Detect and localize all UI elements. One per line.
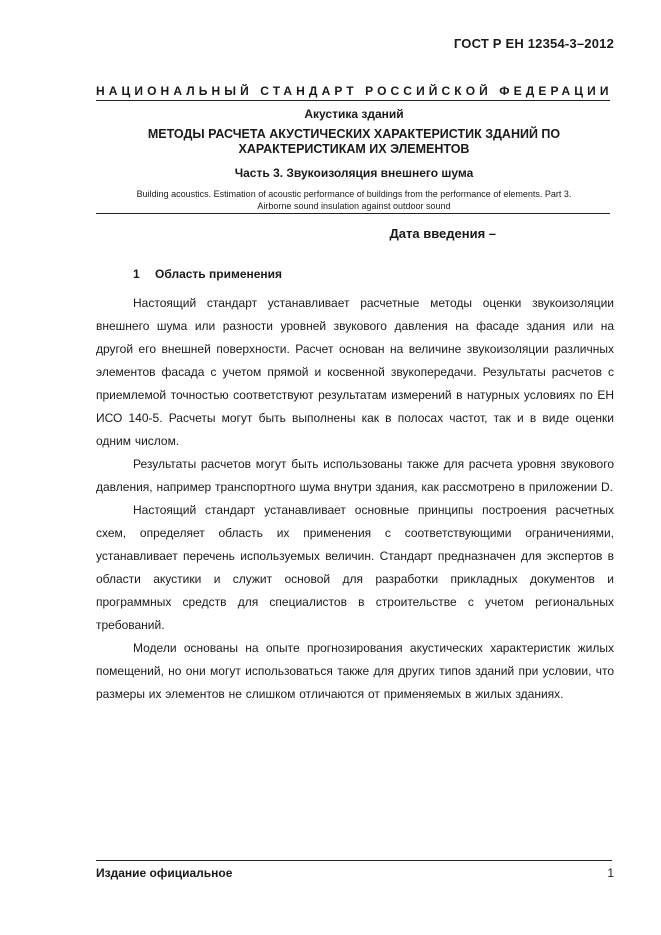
paragraph-2: Результаты расчетов могут быть использованы также для расчета уровня звукового давления, например транспортного шума внутри здания, как рассмотрено в приложении D. bbox=[96, 457, 614, 494]
paragraph-1: Настоящий стандарт устанавливает расчетные методы оценки звукоизоляции внешнего шума или разности уровней звукового давления на фасаде здания или на другой его внешней поверхности. Расчет основан на величине звукоизоляции различных элементов фасада с учетом прямой и косвенной звукопередачи. Результаты расчетов с приемлемой точностью соответствуют результатам измерений в натурных условиях по ЕН ИСО 140-5. Расчеты могут быть выполнены как в полосах частот, так и в виде оценки одним числом. bbox=[96, 296, 614, 448]
english-title bbox=[96, 188, 612, 212]
title-divider bbox=[96, 213, 610, 214]
document-title: МЕТОДЫ РАСЧЕТА АКУСТИЧЕСКИХ ХАРАКТЕРИСТИК ЗДАНИЙ ПО ХАРАКТЕРИСТИКАМ ИХ ЭЛЕМЕНТОВ bbox=[147, 127, 561, 156]
document-code: ГОСТ Р ЕН 12354-3–2012 bbox=[453, 36, 614, 51]
footer-divider bbox=[96, 860, 612, 861]
top-divider bbox=[96, 100, 610, 101]
section-number: 1 bbox=[133, 267, 140, 281]
english-title-line-1: Building acoustics. Estimation of acoustic performance of buildings from the performance of elements. Part 3. bbox=[136, 189, 572, 199]
national-standard-heading: НАЦИОНАЛЬНЫЙ СТАНДАРТ РОССИЙСКОЙ ФЕДЕРАЦИИ bbox=[96, 84, 613, 98]
introduction-date: Дата введения – bbox=[389, 226, 496, 241]
body-text bbox=[96, 292, 614, 706]
page-number: 1 bbox=[607, 866, 614, 880]
paragraph-4: Модели основаны на опыте прогнозирования акустических характеристик жилых помещений, но они могут использоваться также для других типов зданий при условии, что размеры их элементов не слишком отличаются от применяемых в жилых зданиях. bbox=[96, 641, 614, 701]
part-title: Часть 3. Звукоизоляция внешнего шума bbox=[234, 166, 474, 180]
paragraph-3: Настоящий стандарт устанавливает основные принципы построения расчетных схем, определяет область их применения с соответствующими ограничениями, устанавливает перечень используемых величин. Стандарт предназначен для экспертов в области акустики и служит основой для разработки прикладных документов и программных средств для специалистов в строительстве с учетом региональных требований. bbox=[96, 503, 614, 632]
section-heading bbox=[133, 267, 282, 281]
section-title: Область применения bbox=[155, 267, 283, 281]
subject-title: Акустика зданий bbox=[304, 107, 404, 121]
english-title-line-2: Airborne sound insulation against outdoor sound bbox=[257, 201, 451, 211]
official-edition-label: Издание официальное bbox=[96, 866, 233, 880]
